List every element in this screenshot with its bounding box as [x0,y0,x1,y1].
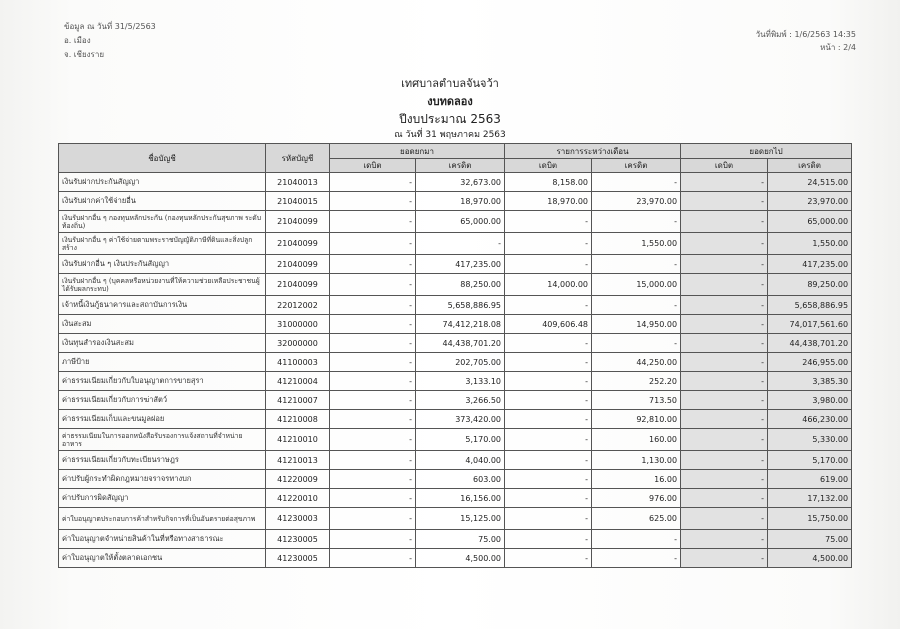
cell-mv-debit: - [505,410,592,429]
cell-bf-credit: 88,250.00 [416,274,505,296]
cell-cf-credit: 246,955.00 [768,353,852,372]
cell-cf-debit: - [681,192,768,211]
cell-account-code: 22012002 [266,296,330,315]
table-row [59,470,852,489]
cell-bf-credit: 5,170.00 [416,429,505,451]
cell-mv-credit: - [592,334,681,353]
cell-account-code: 41210010 [266,429,330,451]
table-row [59,274,852,296]
cell-mv-debit: 14,000.00 [505,274,592,296]
district-line: อ. เมือง [64,36,91,45]
cell-account-code: 41210008 [266,410,330,429]
cell-account-code: 21040099 [266,255,330,274]
cell-account-code: 41100003 [266,353,330,372]
cell-cf-credit: 89,250.00 [768,274,852,296]
cell-account-name: เงินทุนสำรองเงินสะสม [59,334,266,353]
cell-mv-debit: - [505,211,592,233]
cell-mv-credit: 625.00 [592,508,681,530]
cell-account-code: 21040099 [266,211,330,233]
cell-mv-credit: - [592,211,681,233]
cell-bf-credit: 373,420.00 [416,410,505,429]
cell-account-name: เงินรับฝากค่าใช้จ่ายอื่น [59,192,266,211]
cell-cf-debit: - [681,530,768,549]
cell-cf-debit: - [681,391,768,410]
cell-account-name: ค่าใบอนุญาตให้ตั้งตลาดเอกชน [59,549,266,568]
table-row [59,211,852,233]
fiscal-year: ปีงบประมาณ 2563 [399,112,501,126]
cell-bf-credit: 3,133.10 [416,372,505,391]
cell-cf-credit: 65,000.00 [768,211,852,233]
cell-mv-credit: - [592,530,681,549]
page-number: หน้า : 2/4 [820,43,856,52]
cell-account-name: เงินรับฝากอื่น ๆ เงินประกันสัญญา [59,255,266,274]
cell-account-code: 41210004 [266,372,330,391]
cell-account-name: ภาษีป้าย [59,353,266,372]
cell-bf-credit: 74,412,218.08 [416,315,505,334]
table-row [59,489,852,508]
cell-cf-credit: 417,235.00 [768,255,852,274]
cell-mv-credit: 16.00 [592,470,681,489]
cell-cf-credit: 74,017,561.60 [768,315,852,334]
cell-cf-debit: - [681,508,768,530]
cell-mv-debit: 8,158.00 [505,173,592,192]
cell-cf-debit: - [681,274,768,296]
cell-mv-credit: - [592,296,681,315]
cell-bf-credit: 15,125.00 [416,508,505,530]
cell-cf-credit: 466,230.00 [768,410,852,429]
cell-account-code: 41230005 [266,530,330,549]
cell-mv-debit: - [505,391,592,410]
cell-bf-credit: 75.00 [416,530,505,549]
cell-bf-debit: - [330,530,416,549]
table-row [59,315,852,334]
cell-account-code: 41220010 [266,489,330,508]
cell-bf-debit: - [330,549,416,568]
table-row [59,173,852,192]
report-title: งบทดลอง [427,95,473,108]
cell-account-name: เงินรับฝากประกันสัญญา [59,173,266,192]
cell-cf-debit: - [681,372,768,391]
cell-account-code: 31000000 [266,315,330,334]
table-body [59,173,852,568]
cell-bf-debit: - [330,429,416,451]
cell-account-code: 32000000 [266,334,330,353]
cell-cf-debit: - [681,489,768,508]
col-account-name: ชื่อบัญชี [59,144,266,173]
cell-cf-credit: 3,980.00 [768,391,852,410]
table-row [59,233,852,255]
cell-mv-credit: 23,970.00 [592,192,681,211]
cell-bf-credit: - [416,233,505,255]
cell-mv-debit: - [505,334,592,353]
table-row [59,334,852,353]
cell-bf-credit: 5,658,886.95 [416,296,505,315]
cell-cf-credit: 23,970.00 [768,192,852,211]
cell-account-code: 21040013 [266,173,330,192]
cell-cf-credit: 1,550.00 [768,233,852,255]
cell-bf-credit: 603.00 [416,470,505,489]
cell-cf-credit: 75.00 [768,530,852,549]
cell-bf-credit: 202,705.00 [416,353,505,372]
cell-mv-credit: 713.50 [592,391,681,410]
col-mv-debit: เดบิต [505,159,592,173]
cell-cf-credit: 5,658,886.95 [768,296,852,315]
col-cf-debit: เดบิต [681,159,768,173]
cell-mv-credit: - [592,255,681,274]
province-line: จ. เชียงราย [64,50,105,59]
cell-bf-debit: - [330,508,416,530]
table-row [59,255,852,274]
cell-mv-debit: - [505,372,592,391]
cell-mv-debit: 409,606.48 [505,315,592,334]
cell-cf-debit: - [681,334,768,353]
col-group-carried-forward: ยอดยกไป [681,144,852,159]
cell-account-code: 21040099 [266,233,330,255]
cell-mv-credit: 252.20 [592,372,681,391]
cell-bf-credit: 4,040.00 [416,451,505,470]
cell-cf-debit: - [681,429,768,451]
cell-account-name: ค่าปรับผู้กระทำผิดกฎหมายจราจรทางบก [59,470,266,489]
cell-cf-credit: 15,750.00 [768,508,852,530]
cell-cf-debit: - [681,255,768,274]
cell-account-code: 21040015 [266,192,330,211]
cell-mv-credit: 160.00 [592,429,681,451]
cell-cf-credit: 619.00 [768,470,852,489]
report-meta-right [756,28,856,54]
cell-account-name: เงินรับฝากอื่น ๆ (บุคคลหรือหน่วยงานที่ให้ความช่วยเหลือประชาชนผู้ได้รับผลกระทบ) [59,274,266,296]
table-row [59,410,852,429]
cell-bf-credit: 18,970.00 [416,192,505,211]
col-group-movements: รายการระหว่างเดือน [505,144,681,159]
cell-bf-debit: - [330,451,416,470]
col-bf-credit: เครดิต [416,159,505,173]
cell-bf-debit: - [330,372,416,391]
cell-account-name: เงินสะสม [59,315,266,334]
cell-mv-debit: - [505,549,592,568]
col-bf-debit: เดบิต [330,159,416,173]
cell-bf-debit: - [330,334,416,353]
cell-account-code: 41220009 [266,470,330,489]
cell-bf-debit: - [330,211,416,233]
cell-mv-credit: 15,000.00 [592,274,681,296]
cell-mv-debit: - [505,470,592,489]
cell-bf-debit: - [330,489,416,508]
table-header [59,144,852,173]
cell-mv-credit: 976.00 [592,489,681,508]
cell-account-name: ค่าธรรมเนียมเกี่ยวกับใบอนุญาตการขายสุรา [59,372,266,391]
cell-bf-debit: - [330,315,416,334]
organization-name: เทศบาลตำบลจันจว้า [401,77,499,90]
print-date: วันที่พิมพ์ : 1/6/2563 14:35 [755,30,856,39]
cell-cf-debit: - [681,451,768,470]
cell-account-name: ค่าปรับการผิดสัญญา [59,489,266,508]
cell-account-code: 41230005 [266,549,330,568]
cell-mv-debit: - [505,429,592,451]
table-row [59,296,852,315]
cell-account-name: เจ้าหนี้เงินกู้ธนาคารและสถาบันการเงิน [59,296,266,315]
cell-bf-debit: - [330,410,416,429]
table-row [59,372,852,391]
cell-mv-debit: - [505,489,592,508]
cell-bf-credit: 44,438,701.20 [416,334,505,353]
cell-cf-credit: 5,170.00 [768,451,852,470]
cell-mv-credit: 1,130.00 [592,451,681,470]
cell-bf-credit: 65,000.00 [416,211,505,233]
cell-account-code: 41210013 [266,451,330,470]
cell-account-name: ค่าธรรมเนียมเกี่ยวกับทะเบียนราษฎร [59,451,266,470]
cell-account-name: ค่าใบอนุญาตประกอบการค้าสำหรับกิจการที่เป็นอันตรายต่อสุขภาพ [59,508,266,530]
cell-mv-debit: 18,970.00 [505,192,592,211]
cell-cf-debit: - [681,549,768,568]
cell-bf-credit: 16,156.00 [416,489,505,508]
cell-cf-credit: 3,385.30 [768,372,852,391]
cell-bf-credit: 417,235.00 [416,255,505,274]
cell-cf-debit: - [681,353,768,372]
cell-cf-debit: - [681,296,768,315]
cell-bf-credit: 4,500.00 [416,549,505,568]
cell-account-name: ค่าใบอนุญาตจำหน่ายสินค้าในที่หรือทางสาธารณะ [59,530,266,549]
cell-cf-credit: 17,132.00 [768,489,852,508]
cell-mv-credit: 1,550.00 [592,233,681,255]
cell-mv-credit: - [592,173,681,192]
cell-account-code: 41210007 [266,391,330,410]
cell-bf-debit: - [330,391,416,410]
cell-account-code: 21040099 [266,274,330,296]
cell-bf-debit: - [330,173,416,192]
cell-mv-debit: - [505,233,592,255]
cell-mv-debit: - [505,530,592,549]
cell-cf-debit: - [681,470,768,489]
table-row [59,192,852,211]
table-row [59,530,852,549]
cell-mv-debit: - [505,353,592,372]
cell-mv-debit: - [505,508,592,530]
cell-bf-debit: - [330,470,416,489]
cell-cf-debit: - [681,233,768,255]
cell-bf-debit: - [330,255,416,274]
cell-bf-credit: 3,266.50 [416,391,505,410]
as-of-date: ณ วันที่ 31 พฤษภาคม 2563 [394,130,506,140]
cell-cf-credit: 4,500.00 [768,549,852,568]
table-row [59,391,852,410]
cell-mv-credit: 44,250.00 [592,353,681,372]
col-mv-credit: เครดิต [592,159,681,173]
cell-cf-credit: 44,438,701.20 [768,334,852,353]
cell-mv-debit: - [505,255,592,274]
cell-bf-debit: - [330,192,416,211]
cell-account-name: ค่าธรรมเนียมเก็บและขนมูลฝอย [59,410,266,429]
cell-mv-debit: - [505,296,592,315]
col-group-brought-forward: ยอดยกมา [330,144,505,159]
cell-mv-debit: - [505,451,592,470]
cell-account-code: 41230003 [266,508,330,530]
cell-bf-credit: 32,673.00 [416,173,505,192]
cell-cf-debit: - [681,315,768,334]
cell-bf-debit: - [330,274,416,296]
cell-cf-credit: 24,515.00 [768,173,852,192]
cell-bf-debit: - [330,296,416,315]
cell-cf-debit: - [681,211,768,233]
report-meta-left [64,20,156,62]
trial-balance-table [58,143,852,568]
cell-mv-credit: - [592,549,681,568]
table-row [59,451,852,470]
cell-cf-debit: - [681,410,768,429]
cell-bf-debit: - [330,353,416,372]
cell-account-name: ค่าธรรมเนียมเกี่ยวกับการฆ่าสัตว์ [59,391,266,410]
table-row [59,549,852,568]
table-row [59,353,852,372]
data-as-of-line: ข้อมูล ณ วันที่ 31/5/2563 [64,22,156,31]
cell-cf-debit: - [681,173,768,192]
cell-account-name: ค่าธรรมเนียมในการออกหนังสือรับรองการแจ้งสถานที่จำหน่ายอาหาร [59,429,266,451]
col-account-code: รหัสบัญชี [266,144,330,173]
table-row [59,429,852,451]
cell-bf-debit: - [330,233,416,255]
cell-mv-credit: 14,950.00 [592,315,681,334]
cell-cf-credit: 5,330.00 [768,429,852,451]
table-row [59,508,852,530]
cell-account-name: เงินรับฝากอื่น ๆ ค่าใช้จ่ายตามพระราชบัญญัติภาษีที่ดินและสิ่งปลูกสร้าง [59,233,266,255]
cell-mv-credit: 92,810.00 [592,410,681,429]
col-cf-credit: เครดิต [768,159,852,173]
cell-account-name: เงินรับฝากอื่น ๆ กองทุนหลักประกัน (กองทุนหลักประกันสุขภาพ ระดับท้องถิ่น) [59,211,266,233]
